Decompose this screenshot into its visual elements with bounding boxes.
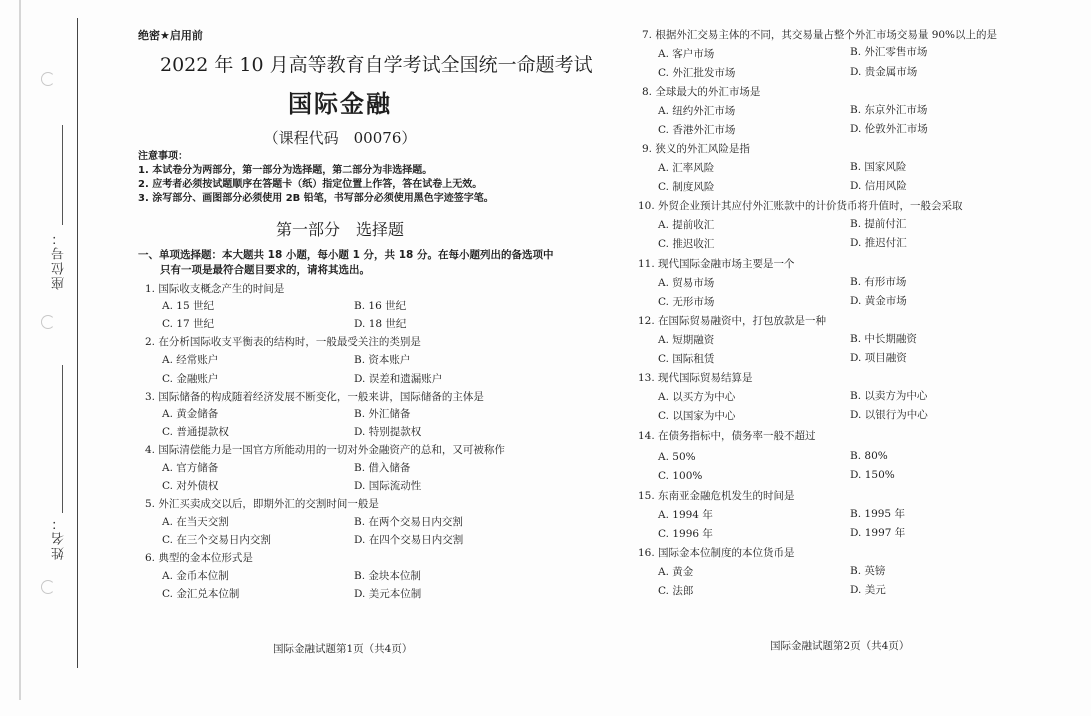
option-a[interactable]: A. 客户市场: [658, 48, 715, 60]
notes-block: [138, 150, 494, 206]
page-footer-1: 国际金融试题第1页（共4页）: [273, 643, 413, 655]
option-c[interactable]: C. 推迟收汇: [658, 238, 715, 250]
section-line: 一、单项选择题：本大题共 18 小题，每小题 1 分，共 18 分。在每小题列出的备选项中: [138, 249, 554, 261]
option-d[interactable]: D. 150%: [850, 469, 895, 481]
option-a[interactable]: A. 黄金储备: [162, 408, 219, 420]
option-a[interactable]: A. 提前收汇: [658, 219, 715, 231]
option-b[interactable]: B. 在两个交易日内交割: [354, 516, 463, 528]
question-text: 16. 国际金本位制度的本位货币是: [638, 547, 795, 559]
subject-title: 国际金融: [288, 89, 392, 118]
secret-mark: 绝密★启用前: [138, 29, 203, 42]
option-c[interactable]: C. 法郎: [658, 585, 694, 597]
option-d[interactable]: D. 1997 年: [850, 527, 906, 539]
option-c[interactable]: C. 金融账户: [162, 373, 219, 385]
question-text: 5. 外汇买卖成交以后，即期外汇的交割时间一般是: [145, 498, 379, 510]
notes-title: 注意事项：: [138, 151, 188, 162]
option-d[interactable]: D. 黄金市场: [850, 295, 907, 307]
option-d[interactable]: D. 贵金属市场: [850, 66, 918, 78]
option-b[interactable]: B. 东京外汇市场: [850, 104, 928, 116]
option-c[interactable]: C. 普通提款权: [162, 426, 229, 438]
option-c[interactable]: C. 制度风险: [658, 181, 715, 193]
option-d[interactable]: D. 信用风险: [850, 180, 907, 192]
option-b[interactable]: B. 以卖方为中心: [850, 390, 928, 402]
option-c[interactable]: C. 17 世纪: [162, 318, 215, 330]
page-edge-line: [19, 0, 21, 700]
question-text: 9. 狭义的外汇风险是指: [642, 143, 750, 155]
option-d[interactable]: D. 18 世纪: [354, 318, 407, 330]
option-c[interactable]: C. 香港外汇市场: [658, 124, 736, 136]
question-text: 7. 根据外汇交易主体的不同，其交易量占整个外汇市场交易量 90%以上的是: [642, 29, 998, 41]
option-c[interactable]: C. 在三个交易日内交割: [162, 534, 271, 546]
option-a[interactable]: A. 短期融资: [658, 334, 715, 346]
seat-number-line[interactable]: [62, 125, 63, 225]
option-d[interactable]: D. 推迟付汇: [850, 237, 907, 249]
question-text: 1. 国际收支概念产生的时间是: [145, 283, 285, 295]
seat-number-label: 座位号：: [52, 230, 67, 290]
question-text: 11. 现代国际金融市场主要是一个: [638, 258, 795, 270]
option-b[interactable]: B. 借入储备: [354, 462, 411, 474]
option-d[interactable]: D. 误差和遗漏账户: [354, 373, 443, 385]
question-text: 14. 在债务指标中，债务率一般不超过: [638, 430, 816, 442]
option-c[interactable]: C. 1996 年: [658, 528, 713, 540]
option-a[interactable]: A. 1994 年: [658, 509, 713, 521]
option-c[interactable]: C. 无形市场: [658, 296, 715, 308]
option-a[interactable]: A. 经常账户: [162, 354, 219, 366]
question-text: 6. 典型的金本位形式是: [145, 552, 253, 564]
binding-hole: [41, 72, 55, 86]
option-b[interactable]: B. 金块本位制: [354, 570, 421, 582]
option-d[interactable]: D. 美元本位制: [354, 588, 422, 600]
option-b[interactable]: B. 有形市场: [850, 276, 907, 288]
option-b[interactable]: B. 中长期融资: [850, 333, 917, 345]
option-a[interactable]: A. 金币本位制: [162, 570, 229, 582]
option-a[interactable]: A. 50%: [658, 451, 696, 463]
option-b[interactable]: B. 外汇储备: [354, 408, 411, 420]
option-b[interactable]: B. 提前付汇: [850, 218, 907, 230]
option-d[interactable]: D. 伦敦外汇市场: [850, 123, 928, 135]
option-d[interactable]: D. 项目融资: [850, 352, 907, 364]
option-d[interactable]: D. 在四个交易日内交割: [354, 534, 464, 546]
question-text: 4. 国际清偿能力是一国官方所能动用的一切对外金融资产的总和，又可被称作: [145, 444, 505, 456]
note-item: 3. 涂写部分、画图部分必须使用 2B 铅笔，书写部分必须使用黑色字迹签字笔。: [138, 193, 494, 204]
binding-hole: [41, 315, 55, 329]
note-item: 2. 应考者必须按试题顺序在答题卡（纸）指定位置上作答，答在试卷上无效。: [138, 179, 483, 190]
name-label: 姓名：: [52, 515, 67, 560]
option-c[interactable]: C. 外汇批发市场: [658, 67, 736, 79]
option-c[interactable]: C. 以国家为中心: [658, 410, 736, 422]
question-text: 8. 全球最大的外汇市场是: [642, 86, 761, 98]
option-a[interactable]: A. 以买方为中心: [658, 391, 736, 403]
option-a[interactable]: A. 汇率风险: [658, 162, 715, 174]
option-b[interactable]: B. 外汇零售市场: [850, 46, 928, 58]
option-d[interactable]: D. 以银行为中心: [850, 409, 928, 421]
exam-title: 2022 年 10 月高等教育自学考试全国统一命题考试: [160, 54, 593, 76]
section-line: 只有一项是最符合题目要求的，请将其选出。: [160, 264, 370, 276]
option-b[interactable]: B. 国家风险: [850, 161, 907, 173]
option-b[interactable]: B. 80%: [850, 450, 888, 462]
option-a[interactable]: A. 在当天交割: [162, 516, 229, 528]
note-item: 1. 本试卷分为两部分，第一部分为选择题，第二部分为非选择题。: [138, 165, 433, 176]
option-a[interactable]: A. 纽约外汇市场: [658, 105, 736, 117]
page-footer-2: 国际金融试题第2页（共4页）: [770, 640, 910, 652]
part-title: 第一部分 选择题: [275, 220, 404, 239]
name-line[interactable]: [62, 365, 63, 513]
binding-line: [77, 18, 78, 668]
option-d[interactable]: D. 国际流动性: [354, 480, 422, 492]
option-a[interactable]: A. 15 世纪: [162, 300, 214, 312]
option-b[interactable]: B. 16 世纪: [354, 300, 407, 312]
question-text: 12. 在国际贸易融资中，打包放款是一种: [638, 315, 827, 327]
option-c[interactable]: C. 100%: [658, 470, 703, 482]
option-a[interactable]: A. 黄金: [658, 566, 694, 578]
question-text: 3. 国际储备的构成随着经济发展不断变化，一般来讲，国际储备的主体是: [145, 391, 484, 403]
course-code: （课程代码 00076）: [263, 129, 417, 147]
question-text: 2. 在分析国际收支平衡表的结构时，一般最受关注的类别是: [145, 336, 421, 348]
option-c[interactable]: C. 金汇兑本位制: [162, 588, 240, 600]
option-d[interactable]: D. 特别提款权: [354, 426, 422, 438]
option-b[interactable]: B. 1995 年: [850, 508, 905, 520]
option-d[interactable]: D. 美元: [850, 584, 886, 596]
option-c[interactable]: C. 对外债权: [162, 480, 219, 492]
section-instructions: [138, 248, 553, 278]
option-c[interactable]: C. 国际租赁: [658, 353, 715, 365]
question-text: 15. 东南亚金融危机发生的时间是: [638, 490, 795, 502]
option-a[interactable]: A. 贸易市场: [658, 277, 715, 289]
question-text: 13. 现代国际贸易结算是: [638, 372, 753, 384]
option-a[interactable]: A. 官方储备: [162, 462, 219, 474]
question-text: 10. 外贸企业预计其应付外汇账款中的计价货币将升值时，一般会采取: [638, 200, 963, 212]
option-b[interactable]: B. 资本账户: [354, 354, 411, 366]
option-b[interactable]: B. 英镑: [850, 565, 886, 577]
binding-hole: [41, 580, 55, 594]
